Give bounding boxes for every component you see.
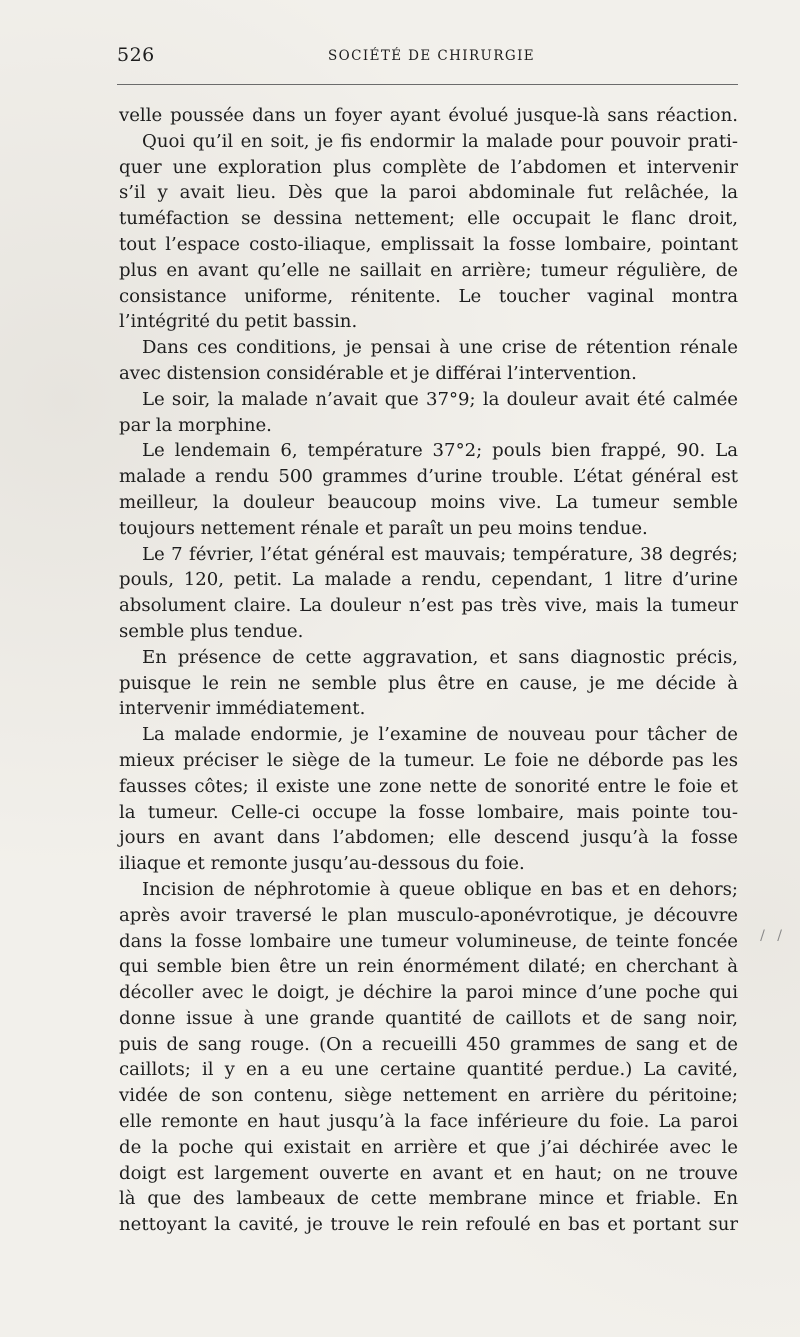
text-line: là que des lambeaux de cette membrane mince et friable. En bbox=[119, 1188, 738, 1210]
text-line: vidée de son contenu, siège nettement en arrière du péritoine; bbox=[119, 1085, 738, 1107]
text-line: avec distension considérable et je différai l’intervention. bbox=[119, 362, 637, 384]
text-line: qui semble bien être un rein énormément dilaté; en cherchant à bbox=[119, 956, 738, 978]
text-line: pouls, 120, petit. La malade a rendu, cependant, 1 litre d’urine bbox=[119, 569, 738, 591]
text-line: donne issue à une grande quantité de caillots et de sang noir, bbox=[119, 1007, 738, 1029]
text-line: décoller avec le doigt, je déchire la paroi mince d’une poche qui bbox=[119, 982, 738, 1004]
text-line: tuméfaction se dessina nettement; elle occupait le flanc droit, bbox=[119, 208, 738, 230]
running-title: SOCIÉTÉ DE CHIRURGIE bbox=[328, 48, 536, 64]
text-line: l’intégrité du petit bassin. bbox=[119, 311, 358, 333]
text-line: dans la fosse lombaire une tumeur volumineuse, de teinte foncée bbox=[119, 930, 738, 952]
text-line: La malade endormie, je l’examine de nouveau pour tâcher de bbox=[142, 724, 738, 746]
text-line: puis de sang rouge. (On a recueilli 450 grammes de sang et de bbox=[119, 1033, 738, 1055]
text-line: mieux préciser le siège de la tumeur. Le foie ne déborde pas les bbox=[119, 749, 738, 771]
text-line: Dans ces conditions, je pensai à une crise de rétention rénale bbox=[142, 337, 738, 359]
page-header bbox=[117, 44, 737, 70]
text-line: meilleur, la douleur beaucoup moins vive. La tumeur semble bbox=[119, 491, 738, 513]
text-line: absolument claire. La douleur n’est pas très vive, mais la tumeur bbox=[119, 595, 738, 617]
header-rule bbox=[117, 84, 738, 85]
text-line: toujours nettement rénale et paraît un peu moins tendue. bbox=[119, 517, 648, 539]
text-line: doigt est largement ouverte en avant et en haut; on ne trouve bbox=[119, 1162, 738, 1184]
text-line: semble plus tendue. bbox=[119, 620, 304, 642]
text-line: fausses côtes; il existe une zone nette de sonorité entre le foie et bbox=[119, 775, 738, 797]
text-line: velle poussée dans un foyer ayant évolué jusque-là sans réaction. bbox=[119, 105, 738, 126]
text-line: par la morphine. bbox=[119, 414, 272, 436]
text-line: malade a rendu 500 grammes d’urine trouble. L’état général est bbox=[119, 466, 738, 488]
text-line: quer une exploration plus complète de l’abdomen et intervenir bbox=[119, 156, 738, 178]
text-line: Le soir, la malade n’avait que 37°9; la douleur avait été calmée bbox=[142, 388, 738, 410]
text-line: après avoir traversé le plan musculo-aponévrotique, je découvre bbox=[119, 904, 738, 926]
text-line: nettoyant la cavité, je trouve le rein refoulé en bas et portant sur bbox=[119, 1214, 738, 1236]
text-line: elle remonte en haut jusqu’à la face inférieure du foie. La paroi bbox=[119, 1111, 738, 1133]
text-line: Le lendemain 6, température 37°2; pouls bien frappé, 90. La bbox=[142, 440, 738, 462]
text-line: plus en avant qu’elle ne saillait en arrière; tumeur régulière, de bbox=[119, 259, 738, 281]
text-line: jours en avant dans l’abdomen; elle descend jusqu’à la fosse bbox=[119, 827, 738, 849]
margin-mark: / / bbox=[760, 928, 786, 944]
text-line: Incision de néphrotomie à queue oblique en bas et en dehors; bbox=[142, 878, 738, 900]
text-line: s’il y avait lieu. Dès que la paroi abdominale fut relâchée, la bbox=[119, 182, 738, 204]
text-line: tout l’espace costo-iliaque, emplissait la fosse lombaire, pointant bbox=[119, 233, 738, 255]
text-line: consistance uniforme, rénitente. Le toucher vaginal montra bbox=[119, 285, 738, 307]
text-line: intervenir immédiatement. bbox=[119, 698, 366, 720]
text-line: la tumeur. Celle-ci occupe la fosse lombaire, mais pointe tou- bbox=[119, 801, 738, 823]
text-line: puisque le rein ne semble plus être en cause, je me décide à bbox=[119, 672, 738, 694]
text-line: de la poche qui existait en arrière et que j’ai déchirée avec le bbox=[119, 1136, 738, 1158]
text-line: En présence de cette aggravation, et sans diagnostic précis, bbox=[142, 646, 738, 668]
text-line: caillots; il y en a eu une certaine quantité perdue.) La cavité, bbox=[119, 1059, 738, 1081]
text-line: Quoi qu’il en soit, je fis endormir la malade pour pouvoir prati- bbox=[142, 130, 738, 152]
text-line: Le 7 février, l’état général est mauvais; température, 38 degrés; bbox=[142, 543, 738, 565]
body-text bbox=[119, 103, 738, 1238]
page-number: 526 bbox=[117, 44, 155, 66]
text-line: iliaque et remonte jusqu’au-dessous du foie. bbox=[119, 853, 525, 875]
